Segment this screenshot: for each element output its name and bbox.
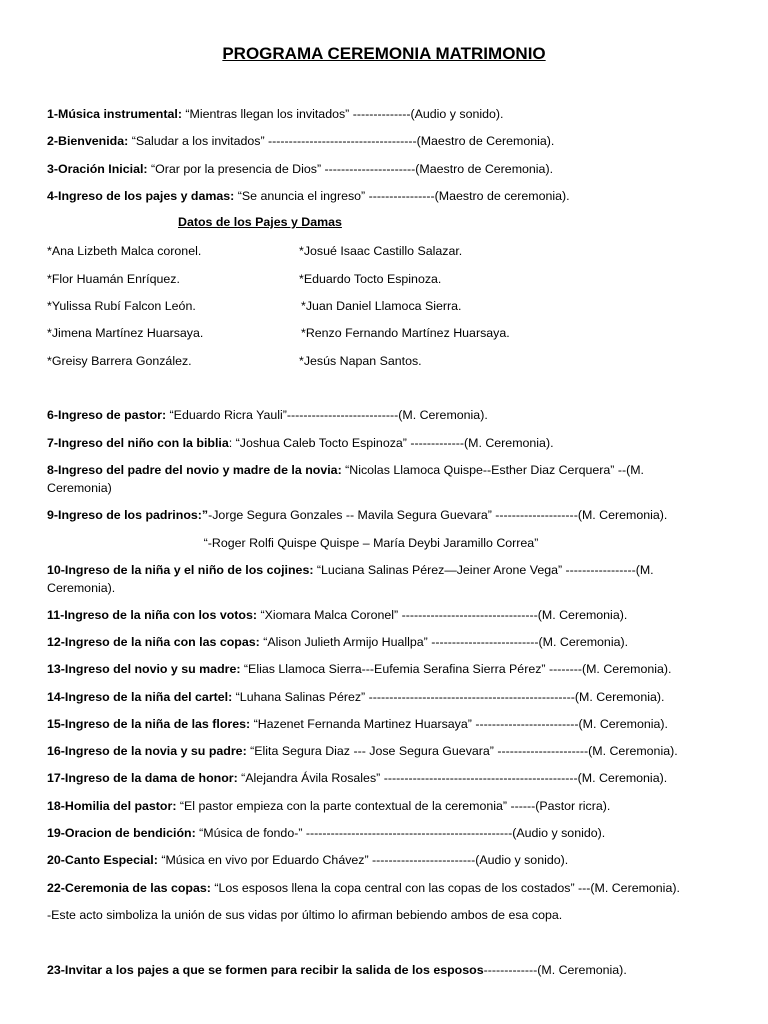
document-title: PROGRAMA CEREMONIA MATRIMONIO bbox=[222, 44, 546, 63]
program-item bbox=[47, 633, 737, 651]
program-item bbox=[47, 879, 737, 897]
item-text: “Xiomara Malca Coronel” ---------------------------------(M. Ceremonia). bbox=[257, 608, 628, 622]
item-text: “Elias Llamoca Sierra---Eufemia Serafina Sierra Pérez” --------(M. Ceremonia). bbox=[240, 662, 672, 676]
item-text: “Alejandra Ávila Rosales” -----------------------------------------------(M. Ceremonia). bbox=[237, 771, 668, 785]
paje-name: *Yulissa Rubí Falcon León. bbox=[47, 299, 196, 313]
item-label: 22-Ceremonia de las copas: bbox=[47, 881, 211, 895]
paje-name: *Jimena Martínez Huarsaya. bbox=[47, 326, 204, 340]
item-text: “Se anuncia el ingreso” ----------------(Maestro de ceremonia). bbox=[234, 189, 570, 203]
item-text: “Nicolas Llamoca Quispe--Esther Diaz Cerquera” --(M. Ceremonia) bbox=[47, 463, 644, 495]
program-item bbox=[47, 961, 737, 979]
item-label: 3-Oración Inicial: bbox=[47, 162, 148, 176]
program-item bbox=[47, 606, 737, 624]
item-label: 4-Ingreso de los pajes y damas: bbox=[47, 189, 235, 203]
item-label: 2-Bienvenida: bbox=[47, 134, 129, 148]
program-item bbox=[47, 824, 737, 842]
program-item bbox=[47, 769, 737, 787]
item-label: 6-Ingreso de pastor: bbox=[47, 408, 167, 422]
program-item bbox=[47, 105, 737, 123]
paje-name: *Renzo Fernando Martínez Huarsaya. bbox=[301, 326, 510, 340]
item-label: 12-Ingreso de la niña con las copas: bbox=[47, 635, 260, 649]
item-label: 1-Música instrumental: bbox=[47, 107, 182, 121]
item-label: 11-Ingreso de la niña con los votos: bbox=[47, 608, 257, 622]
copa-note: -Este acto simboliza la unión de sus vidas por último lo afirman bebiendo ambos de esa copa. bbox=[47, 908, 563, 922]
item-text: “Los esposos llena la copa central con las copas de los costados” ---(M. Ceremonia). bbox=[210, 881, 680, 895]
program-item bbox=[47, 742, 737, 760]
program-item bbox=[47, 660, 737, 678]
paje-name: *Greisy Barrera González. bbox=[47, 354, 192, 368]
item-text: “Música en vivo por Eduardo Chávez” -------------------------(Audio y sonido). bbox=[157, 853, 569, 867]
padrinos-second-line: “-Roger Rolfi Quispe Quispe – María Deybi Jaramillo Correa” bbox=[203, 536, 539, 550]
pajes-heading: Datos de los Pajes y Damas bbox=[178, 215, 342, 229]
item-text: -------------(M. Ceremonia). bbox=[483, 963, 627, 977]
paje-name: *Eduardo Tocto Espinoza. bbox=[299, 272, 442, 286]
item-text: “Saludar a los invitados” ------------------------------------(Maestro de Ceremonia). bbox=[128, 134, 555, 148]
item-label: 19-Oracion de bendición: bbox=[47, 826, 196, 840]
item-label: 7-Ingreso del niño con la biblia bbox=[47, 436, 229, 450]
paje-name: *Juan Daniel Llamoca Sierra. bbox=[301, 299, 462, 313]
item-label: 18-Homilia del pastor: bbox=[47, 799, 177, 813]
item-label: 17-Ingreso de la dama de honor: bbox=[47, 771, 238, 785]
item-text: “Orar por la presencia de Dios” ----------------------(Maestro de Ceremonia). bbox=[147, 162, 554, 176]
item-label: 20-Canto Especial: bbox=[47, 853, 158, 867]
program-item bbox=[47, 187, 737, 205]
program-item bbox=[47, 434, 737, 452]
item-text: “Luciana Salinas Pérez—Jeiner Arone Vega” -----------------(M. Ceremonia). bbox=[47, 563, 654, 595]
program-item bbox=[47, 132, 737, 150]
program-item bbox=[47, 160, 737, 178]
item-text: “Música de fondo-” --------------------------------------------------(Audio y sonido). bbox=[195, 826, 606, 840]
item-text: “Alison Julieth Armijo Huallpa” --------------------------(M. Ceremonia). bbox=[259, 635, 629, 649]
program-item bbox=[47, 688, 737, 706]
program-item bbox=[47, 851, 737, 869]
program-item bbox=[47, 561, 707, 597]
paje-name: *Ana Lizbeth Malca coronel. bbox=[47, 244, 202, 258]
item-text: “Mientras llegan los invitados” --------------(Audio y sonido). bbox=[181, 107, 504, 121]
item-label: 10-Ingreso de la niña y el niño de los cojines: bbox=[47, 563, 314, 577]
item-text: -Jorge Segura Gonzales -- Mavila Segura Guevara” --------------------(M. Ceremonia). bbox=[208, 508, 668, 522]
item-text: : “Joshua Caleb Tocto Espinoza” -------------(M. Ceremonia). bbox=[228, 436, 554, 450]
item-label: 9-Ingreso de los padrinos:” bbox=[47, 508, 209, 522]
program-item bbox=[47, 506, 737, 524]
program-item bbox=[47, 715, 737, 733]
item-label: 14-Ingreso de la niña del cartel: bbox=[47, 690, 233, 704]
paje-name: *Flor Huamán Enríquez. bbox=[47, 272, 180, 286]
item-label: 13-Ingreso del novio y su madre: bbox=[47, 662, 241, 676]
item-text: “Luhana Salinas Pérez” --------------------------------------------------(M. Ceremonia). bbox=[232, 690, 665, 704]
item-label: 8-Ingreso del padre del novio y madre de la novia: bbox=[47, 463, 342, 477]
program-item bbox=[47, 406, 737, 424]
item-text: “Eduardo Ricra Yauli”---------------------------(M. Ceremonia). bbox=[166, 408, 488, 422]
item-text: “El pastor empieza con la parte contextual de la ceremonia” ------(Pastor ricra). bbox=[176, 799, 611, 813]
program-item bbox=[47, 461, 707, 497]
item-label: 23-Invitar a los pajes a que se formen para recibir la salida de los esposos bbox=[47, 963, 484, 977]
item-label: 16-Ingreso de la novia y su padre: bbox=[47, 744, 247, 758]
paje-name: *Josué Isaac Castillo Salazar. bbox=[299, 244, 463, 258]
item-text: “Elita Segura Diaz --- Jose Segura Guevara” ----------------------(M. Ceremonia). bbox=[246, 744, 678, 758]
item-text: “Hazenet Fernanda Martinez Huarsaya” -------------------------(M. Ceremonia). bbox=[250, 717, 668, 731]
item-label: 15-Ingreso de la niña de las flores: bbox=[47, 717, 251, 731]
program-item bbox=[47, 797, 737, 815]
paje-name: *Jesús Napan Santos. bbox=[299, 354, 422, 368]
